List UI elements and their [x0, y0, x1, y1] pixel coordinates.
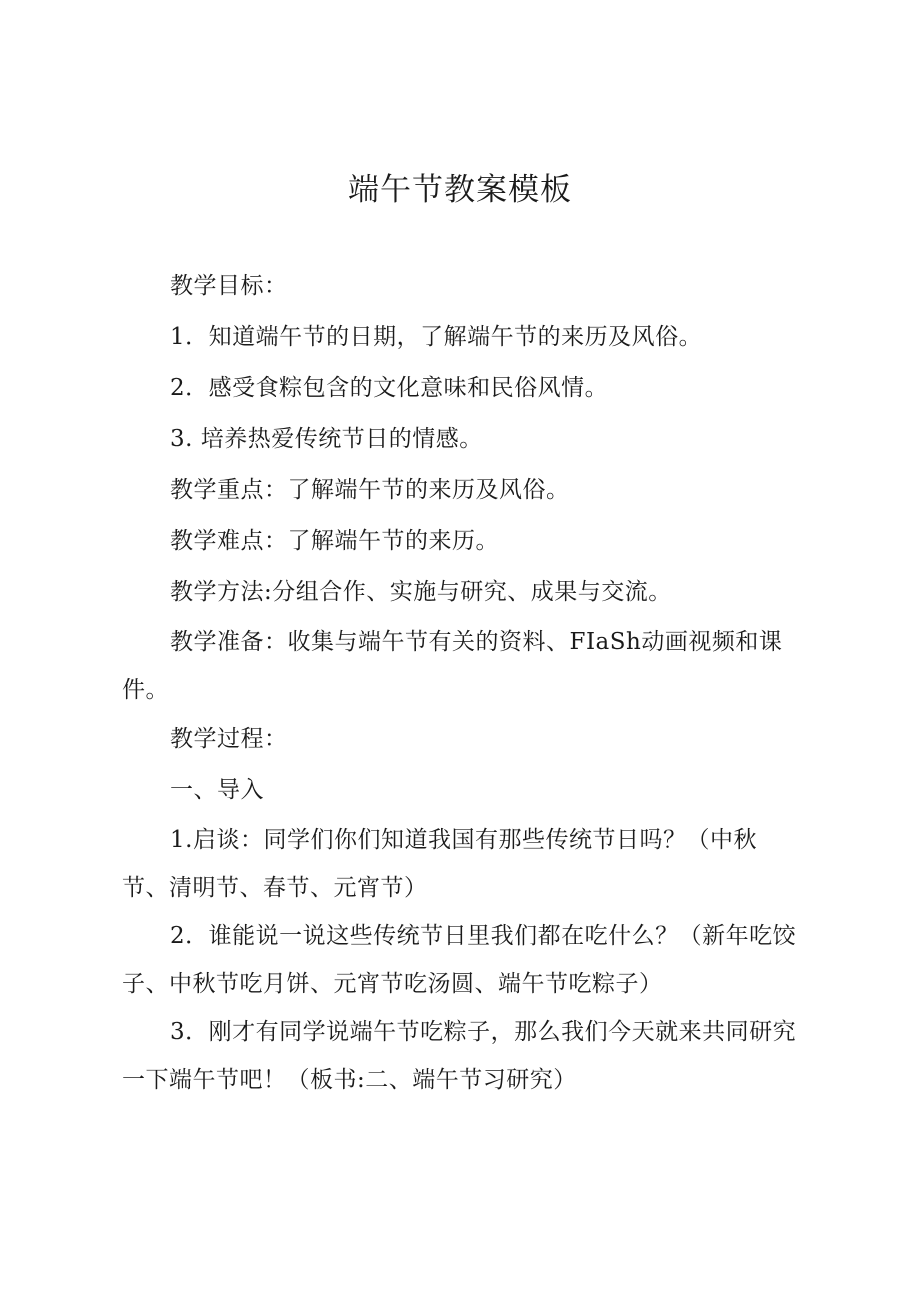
paragraph-goal-2: 2．感受食粽包含的文化意味和民俗风情。	[170, 375, 609, 401]
paragraph-step-3: 3．刚才有同学说端午节吃粽子，那么我们今天就来共同研究一下端午节吧！（板书:二、端午节习研究）	[122, 1019, 797, 1093]
paragraph-process-heading: 教学过程：	[170, 726, 288, 752]
paragraph-step-2: 2．谁能说一说这些传统节日里我们都在吃什么？（新年吃饺子、中秋节吃月饼、元宵节吃汤圆、端午节吃粽子）	[122, 923, 797, 997]
document-title: 端午节教案模板	[348, 172, 572, 208]
document-body	[122, 261, 802, 1104]
paragraph-teaching-goals-heading: 教学目标：	[170, 273, 288, 299]
paragraph-key-points: 教学重点：了解端午节的来历及风俗。	[170, 477, 570, 503]
paragraph-difficulties: 教学难点：了解端午节的来历。	[170, 528, 499, 554]
paragraph-methods: 教学方法:分组合作、实施与研究、成果与交流。	[170, 579, 672, 605]
paragraph-step-1: 1.启谈：同学们你们知道我国有那些传统节日吗？（中秋节、清明节、春节、元宵节）	[122, 827, 757, 901]
paragraph-goal-3: 3. 培养热爱传统节日的情感。	[170, 426, 483, 452]
paragraph-section-intro: 一、导入	[170, 777, 264, 803]
paragraph-preparation: 教学准备：收集与端午节有关的资料、FIaSh动画视频和课件。	[122, 629, 783, 703]
paragraph-goal-1: 1．知道端午节的日期，了解端午节的来历及风俗。	[170, 324, 703, 350]
